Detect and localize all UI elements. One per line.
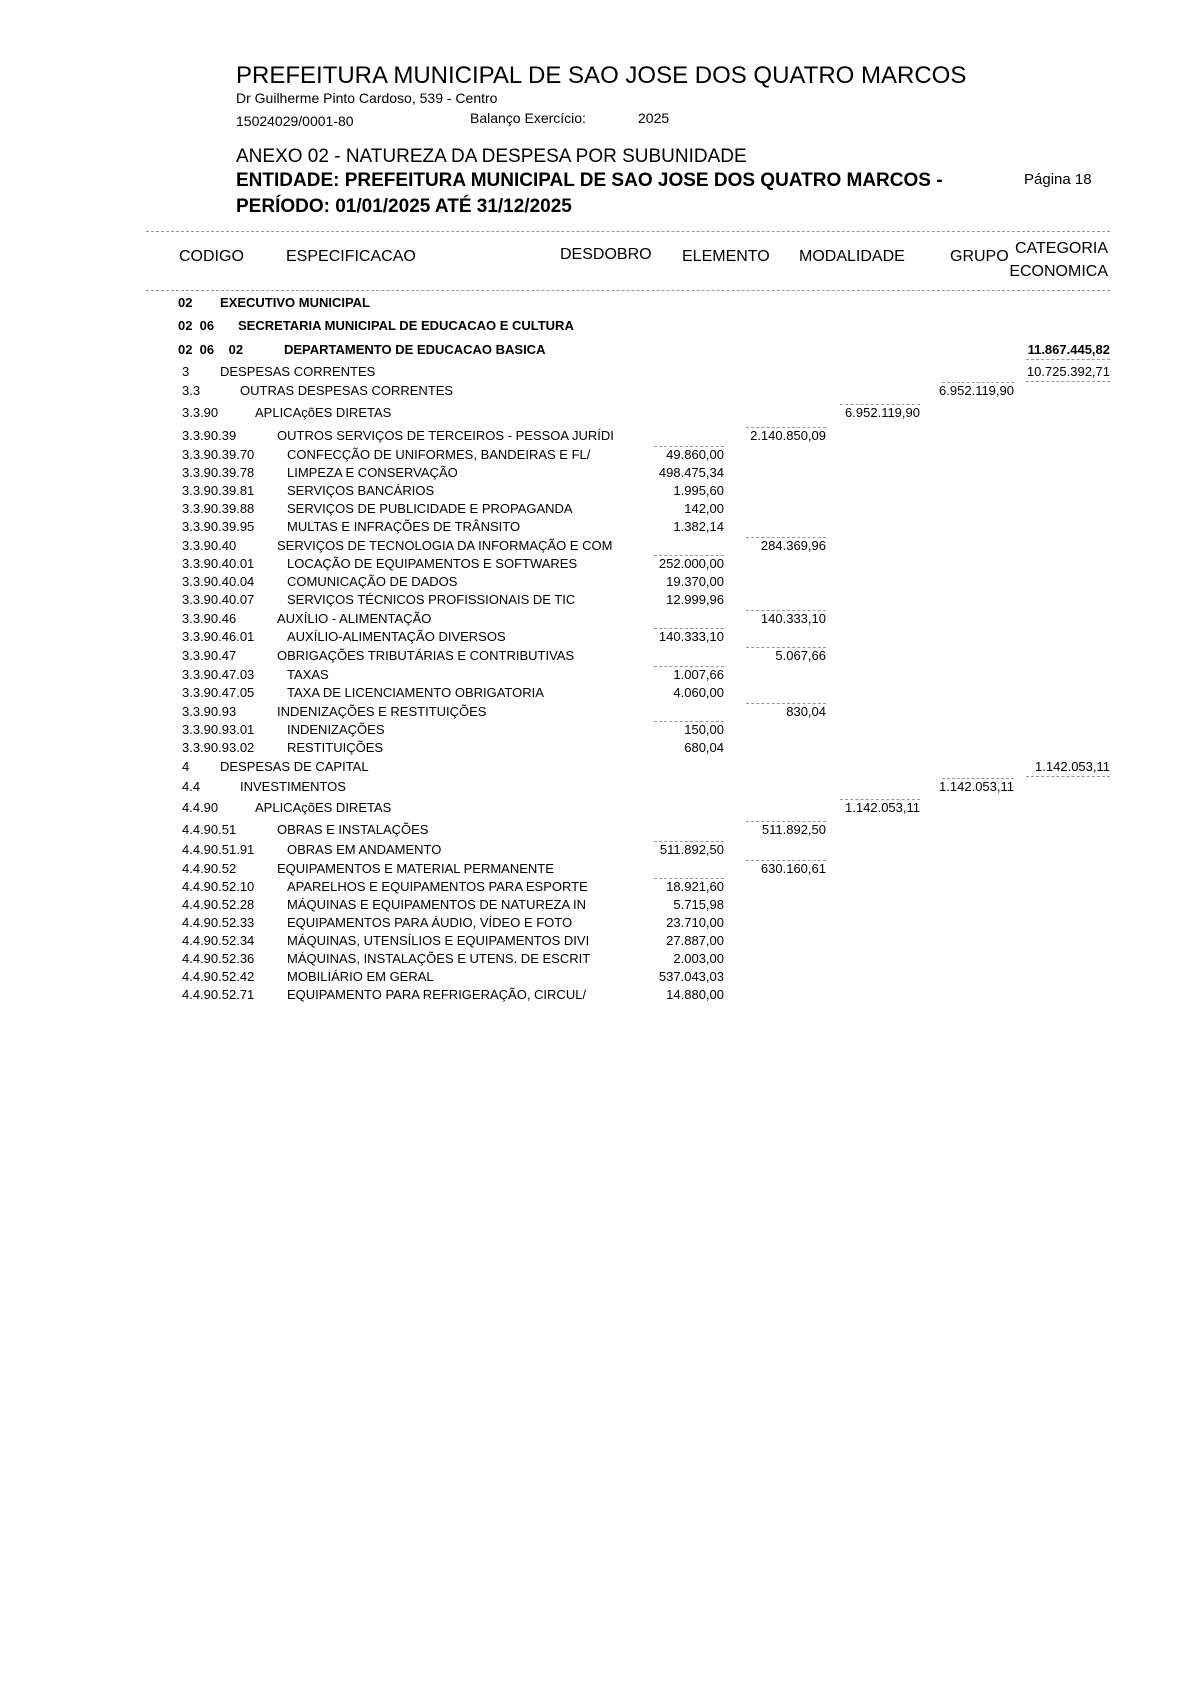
row-code: 3.3.90.39 [182, 428, 237, 443]
row-description: MÁQUINAS E EQUIPAMENTOS DE NATUREZA IN [287, 897, 587, 912]
table-row [0, 779, 1190, 797]
row-code: 02 06 02 [178, 342, 244, 357]
row-code: 4.4.90.52.71 [182, 987, 255, 1002]
row-value-modalidade: 6.952.119,90 [845, 405, 920, 420]
subtotal-rule [654, 666, 724, 667]
table-row [0, 842, 1190, 860]
row-code: 4.4 [182, 779, 201, 794]
row-value-desdobro: 5.715,98 [673, 897, 724, 912]
row-code: 3.3.90.39.78 [182, 465, 255, 480]
row-description: SERVIÇOS DE PUBLICIDADE E PROPAGANDA [287, 501, 573, 516]
page-number: Página 18 [1024, 171, 1092, 188]
table-row [0, 800, 1190, 818]
row-code: 3.3.90.39.95 [182, 519, 255, 534]
row-value-desdobro: 680,04 [684, 740, 724, 755]
row-description: OBRAS EM ANDAMENTO [287, 842, 442, 857]
table-row [0, 987, 1190, 1005]
col-grupo: GRUPO [950, 248, 1009, 265]
subtotal-rule [654, 878, 724, 879]
row-description: CONFECÇÃO DE UNIFORMES, BANDEIRAS E FL/ [287, 447, 591, 462]
row-code: 3.3.90.40.04 [182, 574, 255, 589]
row-description: APLICAçõES DIRETAS [255, 800, 392, 815]
report-periodo: PERÍODO: 01/01/2025 ATÉ 31/12/2025 [236, 196, 572, 217]
row-value-elemento: 5.067,66 [775, 648, 826, 663]
col-desdobro: DESDOBRO [560, 246, 652, 263]
row-value-desdobro: 511.892,50 [659, 842, 724, 857]
row-code: 3.3.90.47.03 [182, 667, 255, 682]
balanco-year: 2025 [638, 110, 670, 126]
row-description: EXECUTIVO MUNICIPAL [220, 295, 370, 310]
table-row [0, 969, 1190, 987]
row-description: LOCAÇÃO DE EQUIPAMENTOS E SOFTWARES [287, 556, 578, 571]
table-row [0, 915, 1190, 933]
row-description: INDENIZAÇÕES E RESTITUIÇÕES [277, 704, 487, 719]
category-rule [1026, 776, 1110, 777]
row-code: 3.3.90.40 [182, 538, 237, 553]
row-description: EQUIPAMENTOS E MATERIAL PERMANENTE [277, 861, 554, 876]
row-description: EQUIPAMENTOS PARA ÁUDIO, VÍDEO E FOTO [287, 915, 573, 930]
col-modalidade: MODALIDADE [799, 248, 905, 265]
subtotal-rule [840, 404, 920, 405]
row-value-desdobro: 150,00 [684, 722, 724, 737]
row-description: MOBILIÁRIO EM GERAL [287, 969, 434, 984]
row-code: 4.4.90 [182, 800, 219, 815]
row-value-desdobro: 252.000,00 [658, 556, 724, 571]
row-description: LIMPEZA E CONSERVAÇÃO [287, 465, 458, 480]
category-rule [1026, 359, 1110, 360]
col-elemento: ELEMENTO [682, 248, 770, 265]
col-categoria-line2: ECONOMICA [1009, 263, 1108, 280]
row-value-desdobro: 142,00 [684, 501, 724, 516]
row-code: 4.4.90.52.10 [182, 879, 255, 894]
row-value-modalidade: 1.142.053,11 [845, 800, 920, 815]
row-description: INDENIZAÇÕES [287, 722, 385, 737]
table-row [0, 740, 1190, 758]
table-row [0, 759, 1190, 777]
row-value-elemento: 830,04 [786, 704, 826, 719]
row-value-desdobro: 2.003,00 [673, 951, 724, 966]
row-code: 3.3.90.39.88 [182, 501, 255, 516]
row-code: 4.4.90.52.33 [182, 915, 255, 930]
row-code: 3.3.90.93 [182, 704, 237, 719]
row-value-elemento: 140.333,10 [760, 611, 826, 626]
row-value-elemento: 511.892,50 [761, 822, 826, 837]
row-description: INVESTIMENTOS [240, 779, 346, 794]
table-row [0, 538, 1190, 556]
table-row [0, 667, 1190, 685]
table-row [0, 592, 1190, 610]
row-description: SERVIÇOS TÉCNICOS PROFISSIONAIS DE TIC [287, 592, 576, 607]
row-description: DESPESAS DE CAPITAL [220, 759, 369, 774]
report-anexo: ANEXO 02 - NATUREZA DA DESPESA POR SUBUNIDADE [236, 146, 747, 167]
subtotal-rule [654, 555, 724, 556]
table-row [0, 861, 1190, 879]
subtotal-rule [654, 446, 724, 447]
row-code: 3.3.90.39.70 [182, 447, 255, 462]
col-codigo: CODIGO [179, 248, 244, 265]
row-code: 3.3.90.40.07 [182, 592, 255, 607]
row-description: TAXAS [287, 667, 329, 682]
row-value-desdobro: 14.880,00 [666, 987, 724, 1002]
subtotal-rule [746, 537, 826, 538]
balanco-label: Balanço Exercício: [470, 110, 586, 126]
row-code: 3.3.90.40.01 [182, 556, 255, 571]
row-description: TAXA DE LICENCIAMENTO OBRIGATORIA [287, 685, 544, 700]
row-value-grupo: 1.142.053,11 [939, 779, 1014, 794]
subtotal-rule [654, 841, 724, 842]
header-top-divider [146, 231, 1110, 232]
row-code: 3.3.90.46.01 [182, 629, 255, 644]
row-value-desdobro: 140.333,10 [658, 629, 724, 644]
category-rule [1026, 381, 1110, 382]
subtotal-rule [746, 821, 826, 822]
row-code: 3.3 [182, 383, 201, 398]
row-value-desdobro: 49.860,00 [666, 447, 724, 462]
row-value-cat: 10.725.392,71 [1026, 364, 1110, 379]
row-description: SERVIÇOS DE TECNOLOGIA DA INFORMAÇÃO E COM [277, 538, 613, 553]
row-value-desdobro: 498.475,34 [658, 465, 724, 480]
row-code: 3.3.90.93.01 [182, 722, 255, 737]
col-categoria-line1: CATEGORIA [1014, 240, 1108, 257]
row-value-grupo: 6.952.119,90 [939, 383, 1014, 398]
row-value-desdobro: 18.921,60 [666, 879, 724, 894]
row-code: 4.4.90.52.42 [182, 969, 255, 984]
col-especificacao: ESPECIFICACAO [286, 248, 416, 265]
table-row [0, 722, 1190, 740]
row-value-desdobro: 27.887,00 [666, 933, 724, 948]
row-value-elemento: 630.160,61 [760, 861, 826, 876]
row-code: 4.4.90.51.91 [182, 842, 255, 857]
row-code: 3.3.90.47 [182, 648, 237, 663]
table-row [0, 685, 1190, 703]
row-code: 3.3.90.39.81 [182, 483, 255, 498]
row-value-desdobro: 23.710,00 [666, 915, 724, 930]
row-description: MÁQUINAS, UTENSÍLIOS E EQUIPAMENTOS DIVI [287, 933, 590, 948]
row-value-elemento: 2.140.850,09 [750, 428, 826, 443]
row-description: AUXÍLIO-ALIMENTAÇÃO DIVERSOS [287, 629, 506, 644]
row-description: APLICAçõES DIRETAS [255, 405, 392, 420]
row-description: DESPESAS CORRENTES [220, 364, 376, 379]
table-row [0, 383, 1190, 401]
row-description: COMUNICAÇÃO DE DADOS [287, 574, 458, 589]
org-cnpj: 15024029/0001-80 [236, 113, 354, 129]
table-row [0, 648, 1190, 666]
table-row [0, 428, 1190, 446]
row-value-elemento: 284.369,96 [760, 538, 826, 553]
row-code: 3.3.90.47.05 [182, 685, 255, 700]
table-row [0, 318, 1190, 336]
row-code: 3 [182, 364, 190, 379]
table-row [0, 574, 1190, 592]
row-value-desdobro: 1.007,66 [673, 667, 724, 682]
table-row [0, 501, 1190, 519]
row-description: RESTITUIÇÕES [287, 740, 384, 755]
row-description: OBRIGAÇÕES TRIBUTÁRIAS E CONTRIBUTIVAS [277, 648, 575, 663]
table-row [0, 295, 1190, 313]
row-description: MÁQUINAS, INSTALAÇÕES E UTENS. DE ESCRIT [287, 951, 591, 966]
subtotal-rule [746, 703, 826, 704]
row-value-desdobro: 19.370,00 [666, 574, 724, 589]
row-code: 4 [182, 759, 190, 774]
table-row [0, 465, 1190, 483]
row-description: OUTROS SERVIÇOS DE TERCEIROS - PESSOA JURÍDI [277, 428, 614, 443]
table-row [0, 405, 1190, 423]
table-row [0, 342, 1190, 360]
row-code: 4.4.90.51 [182, 822, 237, 837]
table-row [0, 822, 1190, 840]
subtotal-rule [746, 647, 826, 648]
row-value-desdobro: 1.382,14 [673, 519, 724, 534]
table-row [0, 704, 1190, 722]
subtotal-rule [942, 382, 1014, 383]
table-row [0, 519, 1190, 537]
subtotal-rule [840, 799, 920, 800]
table-row [0, 556, 1190, 574]
row-value-cat: 1.142.053,11 [1035, 759, 1110, 774]
report-entidade: ENTIDADE: PREFEITURA MUNICIPAL DE SAO JOSE DOS QUATRO MARCOS - [236, 170, 943, 191]
subtotal-rule [746, 860, 826, 861]
row-code: 4.4.90.52.36 [182, 951, 255, 966]
row-value-desdobro: 1.995,60 [673, 483, 724, 498]
row-description: OUTRAS DESPESAS CORRENTES [240, 383, 454, 398]
row-code: 3.3.90 [182, 405, 219, 420]
table-row [0, 611, 1190, 629]
subtotal-rule [746, 610, 826, 611]
row-description: DEPARTAMENTO DE EDUCACAO BASICA [284, 342, 546, 357]
org-title: PREFEITURA MUNICIPAL DE SAO JOSE DOS QUATRO MARCOS [236, 62, 967, 89]
row-value-cat: 11.867.445,82 [1027, 342, 1110, 357]
subtotal-rule [654, 628, 724, 629]
col-categoria-economica [998, 237, 1108, 283]
row-code: 4.4.90.52.28 [182, 897, 255, 912]
subtotal-rule [654, 721, 724, 722]
row-description: APARELHOS E EQUIPAMENTOS PARA ESPORTE [287, 879, 588, 894]
table-row [0, 447, 1190, 465]
table-row [0, 933, 1190, 951]
table-row [0, 951, 1190, 969]
row-code: 4.4.90.52.34 [182, 933, 255, 948]
table-row [0, 629, 1190, 647]
subtotal-rule [942, 778, 1014, 779]
row-code: 02 06 [178, 318, 215, 333]
header-bottom-divider [146, 290, 1110, 291]
row-code: 3.3.90.93.02 [182, 740, 255, 755]
row-description: SECRETARIA MUNICIPAL DE EDUCACAO E CULTURA [238, 318, 574, 333]
row-code: 3.3.90.46 [182, 611, 237, 626]
row-description: AUXÍLIO - ALIMENTAÇÃO [277, 611, 432, 626]
row-description: OBRAS E INSTALAÇÕES [277, 822, 429, 837]
row-code: 02 [178, 295, 193, 310]
subtotal-rule [746, 427, 826, 428]
row-code: 4.4.90.52 [182, 861, 237, 876]
org-address: Dr Guilherme Pinto Cardoso, 539 - Centro [236, 90, 498, 106]
table-row [0, 897, 1190, 915]
row-description: MULTAS E INFRAÇÕES DE TRÂNSITO [287, 519, 521, 534]
row-description: EQUIPAMENTO PARA REFRIGERAÇÃO, CIRCUL/ [287, 987, 587, 1002]
row-value-desdobro: 537.043,03 [658, 969, 724, 984]
table-row [0, 364, 1190, 382]
row-value-desdobro: 4.060,00 [673, 685, 724, 700]
row-value-desdobro: 12.999,96 [666, 592, 724, 607]
row-description: SERVIÇOS BANCÁRIOS [287, 483, 435, 498]
table-row [0, 483, 1190, 501]
table-row [0, 879, 1190, 897]
